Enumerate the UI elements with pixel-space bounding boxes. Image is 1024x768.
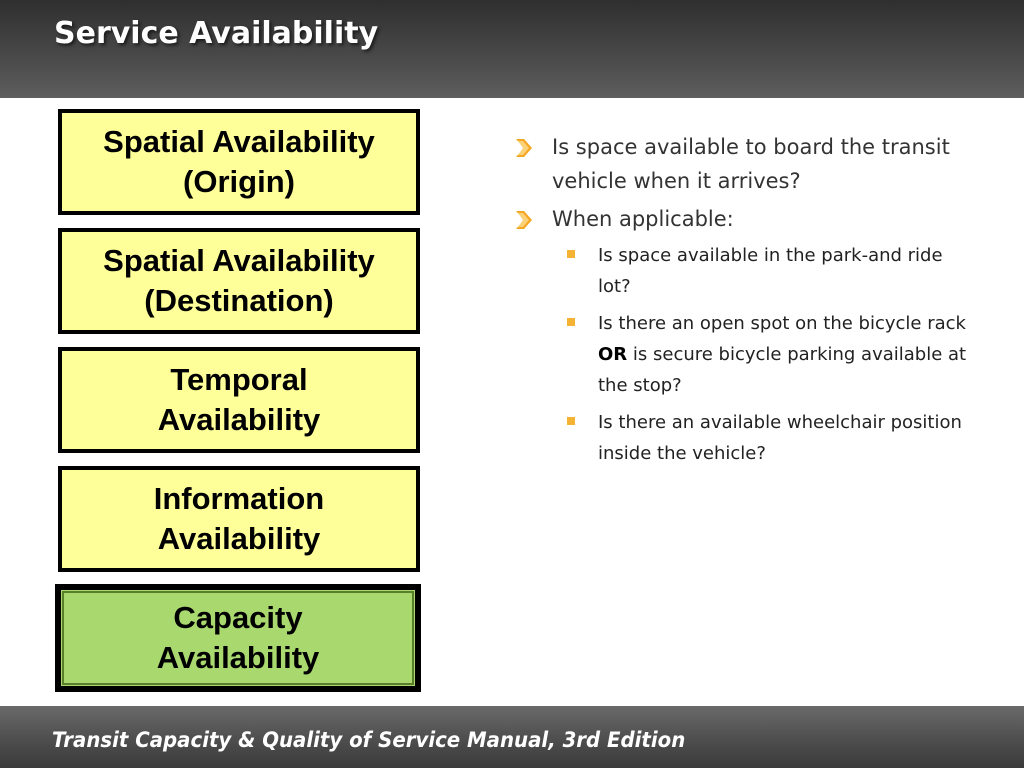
- footer-bar: [0, 706, 1024, 768]
- box-label-line2: Availability: [156, 640, 320, 675]
- box-temporal: [58, 347, 420, 453]
- footer-text: Transit Capacity & Quality of Service Manual, 3rd Edition: [52, 728, 686, 752]
- bullet-item: [512, 130, 972, 198]
- bullet-text: When applicable:: [552, 207, 734, 231]
- box-label-line1: Temporal: [170, 362, 308, 397]
- slide-title: Service Availability: [54, 16, 379, 51]
- sub-bullet-item: [512, 240, 972, 302]
- box-label-line2: Availability: [157, 402, 321, 437]
- sub-bullet-emphasis: OR: [598, 344, 628, 365]
- bullet-list: [512, 130, 972, 475]
- box-label-line1: Information: [153, 481, 325, 516]
- box-label-line2: (Destination): [144, 283, 334, 318]
- box-label-line1: Spatial Availability: [103, 124, 375, 159]
- box-spatial-destination: [58, 228, 420, 334]
- sub-bullet-text: Is space available in the park-and ride lot?: [598, 245, 943, 297]
- bullet-text: Is space available to board the transit vehicle when it arrives?: [552, 135, 950, 193]
- box-spatial-origin: [58, 109, 420, 215]
- box-label-line1: Spatial Availability: [103, 243, 375, 278]
- box-label-line1: Capacity: [173, 600, 303, 635]
- square-bullet-icon: [567, 417, 575, 425]
- square-bullet-icon: [567, 250, 575, 258]
- sub-bullet-text-part2: is secure bicycle parking available at the stop?: [598, 344, 967, 396]
- sub-bullet-item: [512, 308, 972, 401]
- square-bullet-icon: [567, 318, 575, 326]
- box-label-line2: (Origin): [183, 164, 295, 199]
- sub-bullet-item: [512, 407, 972, 469]
- sub-bullet-text: Is there an available wheelchair position inside the vehicle?: [598, 412, 962, 464]
- chevron-right-icon: [512, 209, 534, 231]
- bullet-item: [512, 202, 972, 236]
- box-information: [58, 466, 420, 572]
- sub-bullet-text-part1: Is there an open spot on the bicycle rack: [598, 313, 966, 334]
- box-capacity: [55, 584, 421, 692]
- box-label-line2: Availability: [157, 521, 321, 556]
- chevron-right-icon: [512, 137, 534, 159]
- title-bar: [0, 0, 1024, 98]
